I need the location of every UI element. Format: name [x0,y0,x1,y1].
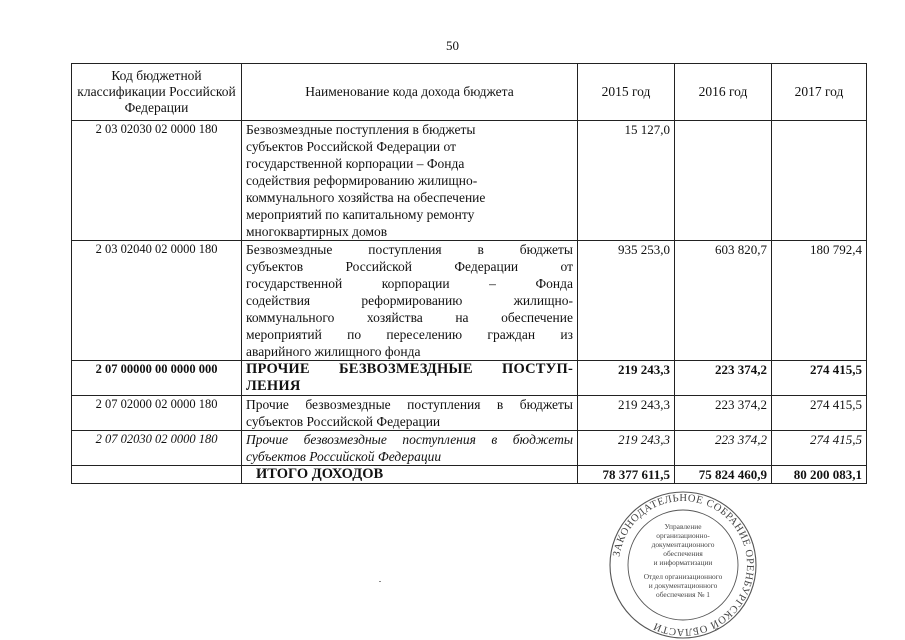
scan-speck [379,581,381,582]
row-code: 2 03 02040 02 0000 180 [72,241,242,361]
name-line: мероприятий по переселению граждан из [246,327,573,342]
name-line: содействия реформированию жилищно- [246,173,478,188]
row-code: 2 03 02030 02 0000 180 [72,121,242,241]
name-line: субъектов Российской Федерации [246,449,442,464]
name-line: государственной корпорации – Фонда [246,156,465,171]
row-name [242,396,578,431]
value-2015: 219 243,3 [578,361,675,396]
name-line: аварийного жилищного фонда [246,344,421,359]
seal-inner-line: обеспечения [663,549,703,558]
name-line: субъектов Российской Федерации от [246,259,573,274]
total-2017: 80 200 083,1 [772,466,867,484]
table-row [72,361,867,396]
row-name [242,431,578,466]
table-header-row [72,64,867,121]
seal-inner-line: и информатизации [653,558,713,567]
seal-outer-text: ЗАКОНОДАТЕЛЬНОЕ СОБРАНИЕ ОРЕНБУРГСКОЙ ОБЛАСТИ [611,492,756,638]
value-2017: 274 415,5 [772,361,867,396]
name-line: многоквартирных домов [246,224,388,239]
row-name [242,361,578,396]
seal-inner-line: Управление [664,522,702,531]
value-2017: 274 415,5 [772,396,867,431]
header-code: Код бюджетной классификации Российской Федерации [72,64,242,121]
name-line: мероприятий по капитальному ремонту [246,207,475,222]
table-row [72,241,867,361]
name-line: субъектов Российской Федерации от [246,139,457,154]
value-2015: 15 127,0 [578,121,675,241]
seal-inner-line: и документационного [648,581,718,590]
value-2016: 223 374,2 [675,396,772,431]
value-2017: 274 415,5 [772,431,867,466]
value-2015: 935 253,0 [578,241,675,361]
value-2016: 603 820,7 [675,241,772,361]
seal-inner-line: обеспечения № 1 [656,590,710,599]
seal-inner-line: организационно- [656,531,710,540]
name-line: государственной корпорации – Фонда [246,276,573,291]
name-line: ПРОЧИЕ БЕЗВОЗМЕЗДНЫЕ ПОСТУП- [246,361,573,377]
value-2017 [772,121,867,241]
row-code: 2 07 02030 02 0000 180 [72,431,242,466]
row-name [242,241,578,361]
name-line: коммунального хозяйства на обеспечение [246,310,573,325]
value-2017: 180 792,4 [772,241,867,361]
total-2015: 78 377 611,5 [578,466,675,484]
value-2016 [675,121,772,241]
name-line: субъектов Российской Федерации [246,414,441,429]
row-code: 2 07 00000 00 0000 000 [72,361,242,396]
budget-revenue-table [71,63,867,484]
name-line: коммунального хозяйства на обеспечение [246,190,486,205]
header-2015: 2015 год [578,64,675,121]
total-code-empty [72,466,242,484]
header-2017: 2017 год [772,64,867,121]
seal-inner-line: Отдел организационного [643,572,723,581]
table-row [72,396,867,431]
table-row [72,431,867,466]
name-line: Безвозмездные поступления в бюджеты [246,122,476,137]
header-2016: 2016 год [675,64,772,121]
seal-inner-line: документационного [651,540,715,549]
name-line: содействия реформированию жилищно- [246,293,573,308]
total-label: ИТОГО ДОХОДОВ [242,466,578,484]
name-line: Безвозмездные поступления в бюджеты [246,242,573,257]
official-seal [608,490,758,640]
value-2015: 219 243,3 [578,431,675,466]
total-row [72,466,867,484]
table-row [72,121,867,241]
name-line: ЛЕНИЯ [246,378,301,394]
name-line: Прочие безвозмездные поступления в бюджеты [246,432,573,447]
total-2016: 75 824 460,9 [675,466,772,484]
name-line: Прочие безвозмездные поступления в бюджеты [246,397,573,412]
page-number: 50 [446,38,459,53]
value-2016: 223 374,2 [675,361,772,396]
row-code: 2 07 02000 02 0000 180 [72,396,242,431]
value-2015: 219 243,3 [578,396,675,431]
row-name [242,121,578,241]
header-name: Наименование кода дохода бюджета [242,64,578,121]
value-2016: 223 374,2 [675,431,772,466]
